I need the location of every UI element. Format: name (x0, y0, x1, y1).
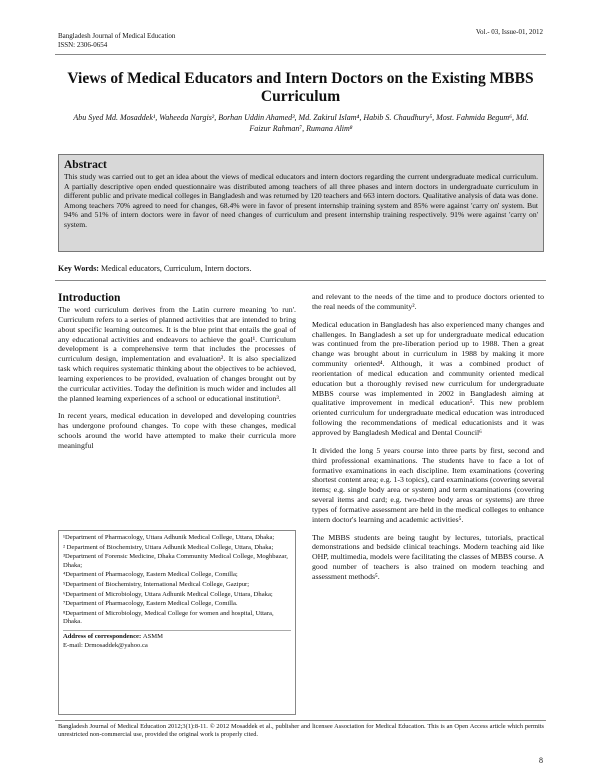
abstract-text: This study was carried out to get an idea about the views of medical educators and intern doctors regarding the current undergraduate medical curriculum. A partially descriptive open ended questionnaire was distributed among teachers of all three phases and intern doctors in undergraduate curriculum in different public and private medical colleges in Bangladesh and was returned by 120 teachers and 663 intern doctors. Qualitative analysis of data was done. Among teachers 70% agreed to need for changes, 68.4% were in favor of present internship training system and 85% were against 'carry on' system. But 94% and 51% of intern doctors were in favor of need changes of curriculum and present internship training respectively. 91% were against 'carry on' system. (64, 172, 538, 229)
affiliation-item: ⁷Department of Pharmacology, Eastern Medical College, Comilla. (63, 600, 238, 608)
affiliation-item: ⁸Department of Microbiology, Medical College for women and hospital, Uttara, Dhaka. (63, 609, 274, 626)
correspondence-name: ASMM (142, 632, 163, 640)
issn: ISSN: 2306-0654 (58, 41, 108, 49)
keywords (58, 264, 251, 274)
affiliation-item: ⁴Department of Pharmacology, Eastern Medical College, Comilla; (63, 571, 238, 579)
article-title: Views of Medical Educators and Intern Doctors on the Existing MBBS Curriculum (67, 70, 534, 105)
affiliation-item: ⁵Department of Biochemistry, International Medical College, Gazipur; (63, 580, 250, 588)
introduction-paragraph-1: The word curriculum derives from the Latin currere meaning 'to run'. Curriculum refers to a series of planned activities that are intended to bring about specific learning outcomes. It is the blue print that entails the goal of any educational activities and endeavors to achieve the goal¹. Curriculum development is a comprehensive term that includes the processes of curriculum design, implementation and evaluation². It is also specialized task which requires systematic thinking about the objectives to be achieved, learning experiences to be provided, evaluation of changes brought out by the curricular activities. Today the definition is much wider and includes all the planned learning experiences of a school or educational institution³. (58, 305, 296, 403)
introduction-heading: Introduction (58, 292, 121, 304)
correspondence-label: Address of correspondence: (63, 632, 142, 640)
body-paragraph: The MBBS students are being taught by lectures, tutorials, practical demonstrations and bedside clinical teachings. Modern teaching aid like OHP, multimedia, models were facilitating the classes of MBBS course. A good number of teachers is also trained on modern teaching and assessment methods⁵. (312, 532, 544, 581)
body-paragraph: Medical education in Bangladesh has also experienced many changes and challenges. In Bangladesh a set up for undergraduate medical education was continued from the pre-liberation period up to 1988. Then a great change was brought about in curriculum in 1988 by making it more community oriented⁴. Although, it was a combined product of reorientation of medical education and community oriented medical education but a thoroughly revised new curriculum for undergraduate MBBS course was implemented in 2002 in Bangladesh aiming at qualitative improvement in medical education⁵. This new problem oriented curriculum for undergraduate medical education was introduced following the recommendations of medical educationists and it was approved by Bangladesh Medical and Dental Council⁶ (312, 319, 544, 437)
author-list: Abu Syed Md. Mosaddek¹, Waheeda Nargis², Borhan Uddin Ahamed³, Md. Zakirul Islam⁴, Habib S. Chaudhury⁵, Most. Fahmida Begum⁶, Md. Faizur Rahman⁷, Rumana Alim⁸ (73, 113, 529, 133)
citation-footer: Bangladesh Journal of Medical Education 2012;3(1):8-11. © 2012 Mosaddek et al., publisher and licensee Association for Medical Education. This is an Open Access article which permits unrestricted non-commercial use, provided the original work is properly cited. (58, 723, 544, 739)
keywords-text: Medical educators, Curriculum, Intern doctors. (100, 264, 252, 273)
body-paragraph: It divided the long 5 years course into three parts by first, second and third professional examinations. The students have to face a lot of formative examinations in each discipline. Item examinations (covering shortest content area; e.g. 1-3 topics), card examinations (covering several items; e.g. single body area or system) and term examinations (covering several items and card; e.g. two-three body areas or systems) are three types of formative assessment are held in the medical colleges to enhance intern doctor's learning and academic activities⁵. (312, 445, 544, 524)
right-column (312, 292, 544, 590)
page-number: 8 (539, 756, 543, 765)
volume-issue: Vol.- 03, Issue-01, 2012 (475, 28, 543, 36)
keywords-divider (55, 280, 546, 281)
correspondence (63, 630, 291, 650)
affiliation-item: ² Department of Biochemistry, Uttara Adhunik Medical College, Uttara, Dhaka; (63, 543, 274, 551)
footer-divider (55, 720, 546, 721)
affiliation-item: ³Department of Forensic Medicine, Dhaka Community Medical College, Moghbazar, Dhaka; (63, 553, 288, 569)
abstract-box (58, 154, 544, 252)
correspondence-email[interactable]: E-mail: Drmosaddek@yahoo.ca (63, 641, 148, 649)
affiliation-item: ¹Department of Pharmacology, Uttara Adhunik Medical College, Uttara, Dhaka; (63, 534, 275, 541)
affiliations-box (58, 530, 296, 715)
abstract-heading: Abstract (64, 159, 107, 171)
keywords-label: Key Words: (58, 264, 99, 273)
header-divider (55, 54, 546, 55)
body-paragraph: and relevant to the needs of the time and to produce doctors oriented to the real needs of the community². (312, 292, 544, 311)
journal-name: Bangladesh Journal of Medical Education (58, 32, 176, 40)
introduction-paragraph-2: In recent years, medical education in developed and developing countries has undergone profound changes. To cope with these changes, medical schools around the world have attempted to make their curricula more meaningful (58, 411, 296, 450)
affiliation-item: ⁶Department of Microbiology, Uttara Adhunik Medical College, Uttara, Dhaka; (63, 590, 273, 598)
left-column (58, 292, 296, 459)
